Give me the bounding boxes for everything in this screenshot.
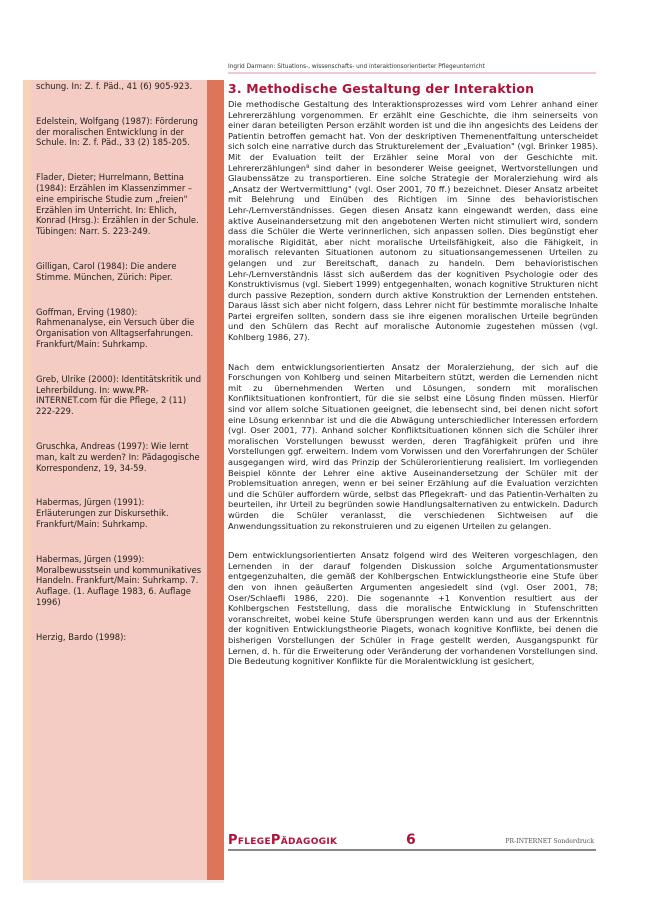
paragraph: Dem entwicklungsorientierten Ansatz folgend wird des Weiteren vorgeschlagen, den Lernenden in der darauf folgenden Diskussion solche Argumentationsmuster entgegenzuhalten, die gemäß der Kohlbergschen Entwicklungstheorie eine Stufe über den von ihnen geäußerten Argumenten angesiedelt sind (vgl. Oser 2001, 78; Oser/Schlaefli 1986, 220). Die sogenannte +1 Konvention resultiert aus der Kohlbergschen Feststellung, dass die moralische Entwicklung in Stufenschritten voranschreitet, wobei keine Stufe übersprungen werden kann und aus der Erkenntnis der kognitiven Entwicklungstheorie Piagets, wonach kognitive Konflikte, bei denen die bisherigen Vorstellungen der Schüler in Frage gestellt werden, Ausgangspunkt für Lernen, d. h. für die Erweiterung oder Veränderung der vorhandenen Vorstellungen sind. Die Bedeutung kognitiver Konflikte für die Moralentwicklung ist gesichert, [228, 550, 598, 667]
journal-title: PflegePädagogik [228, 833, 338, 848]
reference-item: schung. In: Z. f. Päd., 41 (6) 905-923. [36, 81, 193, 91]
running-head: Ingrid Darmann: Situations-, wissenschafts- und interaktionsorientierter Pflegeunterricht [228, 63, 596, 74]
sidebar-shadow [23, 880, 224, 883]
publication-label: PR-INTERNET Sonderdruck [505, 838, 594, 845]
reference-item: Edelstein, Wolfgang (1987): Förderung der moralischen Entwicklung in der Schule. In: Z. f. Päd., 33 (2) 185-205. [36, 115, 198, 148]
reference-list [36, 81, 206, 667]
paragraph: Nach dem entwicklungsorientierten Ansatz der Moralerziehung, der sich auf die Forschungen von Kohlberg und seinen Mitarbeitern stützt, werden die Lernenden nicht mit zu übernehmenden Werten und Lösungen, sondern mit moralischen Konfliktsituationen konfrontiert, für die sie selbst eine Lösung finden müssen. Hierfür sind vor allem solche Situationen geeignet, die lebensecht sind, bei denen nicht sofort eine Lösung erkennbar ist und die die Abwägung unterschiedlicher Interessen erfordern (vgl. Oser 2001, 77). Anhand solcher Konfliktsituationen können sich die Schüler ihrer moralischen Vorstellungen bewusst werden, deren Tragfähigkeit prüfen und ihre Vorstellungen ggf. erweitern. Indem vom Vorwissen und den Vorerfahrungen der Schüler ausgegangen wird, wird das Prinzip der Schülerorientierung realisiert. Im vorliegenden Beispiel könnte der Lehrer eine aktive Auseinandersetzung der Schüler mit der Problemsituation anregen, wenn er bei seiner Erzählung auf die Evaluation verzichten und die Schüler auffordern würde, selbst das Pflegekraft- und das Patientin-Verhalten zu beurteilen, ihr Urteil zu begründen sowie Handlungsalternativen zu entwickeln. Dadurch würden die Schüler veranlasst, die verschiedenen Sichtweisen auf die Anwendungssituation zu rekonstruieren und zu eigenen Urteilen zu gelangen. [228, 361, 598, 531]
page-footer [228, 833, 596, 851]
reference-item: Goffman, Erving (1980): Rahmenanalyse, ein Versuch über die Organisation von Alltagserfahrungen. Frankfurt/Main: Suhrkamp. [36, 306, 195, 349]
paragraph: Die methodische Gestaltung des Interaktionsprozesses wird vom Lehrer anhand einer Lehrererzählung vorgenommen. Er erzählt eine Geschichte, die ihm seinerseits von einer daran beteiligten Person erzählt worden ist und die ihn angesichts des Leidens der Patientin betroffen gemacht hat. Von der deskriptiven Themenentfaltung unterscheidet sich solch eine narrative durch das Strukturelement der „Evaluation" (vgl. Brinker 1985). Mit der Evaluation teilt der Erzähler seine Moral von der Geschichte mit. Lehrererzählungen⁸ sind daher in besonderer Weise geeignet, Wertvorstellungen und Glaubenssätze zu transportieren. Eine solche Strategie der Moralerziehung wird als „Ansatz der Wertvermittlung" (vgl. Oser 2001, 70 ff.) bezeichnet. Dieser Ansatz arbeitet mit Belehrung und Einüben des Richtigen im Sinne des behavioristischen Lehr-/Lernverständnisses. Gegen diesen Ansatz kann eingewandt werden, dass eine aktive Auseinandersetzung mit den angebotenen Werten nicht stimuliert wird, sondern dass die Schüler die Werte verinnerlichen, sich anpassen sollen. Dies begünstigt eher moralische Rigidität, aber nicht moralische Urteilsfähigkeit, also die Fähigkeit, in moralisch relevanten Situationen autonom zu situationsangemessenen Urteilen zu gelangen und zur Bereitschaft, danach zu handeln. Dem behavioristischen Lehr-/Lernverständnis lässt sich außerdem das der kognitiven Psychologie oder des Konstruktivismus (vgl. Siebert 1999) entgegenhalten, wonach kognitive Strukturen nicht durch passive Rezeption, sondern durch aktive Konstruktion der Lernenden entstehen. Daraus lässt sich aber nicht folgern, dass Lehrer nicht für bestimmte moralische Inhalte Partei ergreifen sollten, sondern dass sie ihre eigenen moralischen Urteile begründen und den Schülern das Recht auf moralische Autonomie zugestehen müssen (vgl. Kohlberg 1986, 27). [228, 99, 598, 343]
accent-strip [207, 80, 224, 880]
sidebar-edge [23, 80, 31, 880]
reference-item: Habermas, Jürgen (1999): Moralbewusstsein und kommunikatives Handeln. Frankfurt/Main: Suhrkamp. 7. Auflage. (1. Auflage 1983, 6. Auflage 1996) [36, 553, 202, 607]
reference-item: Gruschka, Andreas (1997): Wie lernt man, kalt zu werden? In: Pädagogische Korrespondenz, 19, 34-59. [36, 440, 200, 473]
reference-item: Habermas, Jürgen (1991): Erläuterungen zur Diskursethik. Frankfurt/Main: Suhrkamp. [36, 497, 169, 529]
reference-item: Greb, Ulrike (2000): Identitätskritik und Lehrerbildung. In: www.PR-INTERNET.com für die Pflege, 2 (11) 222-229. [36, 373, 202, 417]
article-body [228, 99, 598, 686]
reference-item: Gilligan, Carol (1984): Die andere Stimme. München, Zürich: Piper. [36, 260, 177, 282]
page-number: 6 [406, 832, 416, 848]
section-title: 3. Methodische Gestaltung der Interaktion [228, 81, 535, 96]
reference-item: Herzig, Bardo (1998): [36, 631, 127, 642]
reference-item: Flader, Dieter; Hurrelmann, Bettina (1984): Erzählen im Klassenzimmer – eine empirische Studie zum „freien" Erzählen im Unterricht. In: Ehlich, Konrad (Hrsg.): Erzählen in der Schule. Tübingen: Narr. S. 223-249. [36, 172, 199, 237]
